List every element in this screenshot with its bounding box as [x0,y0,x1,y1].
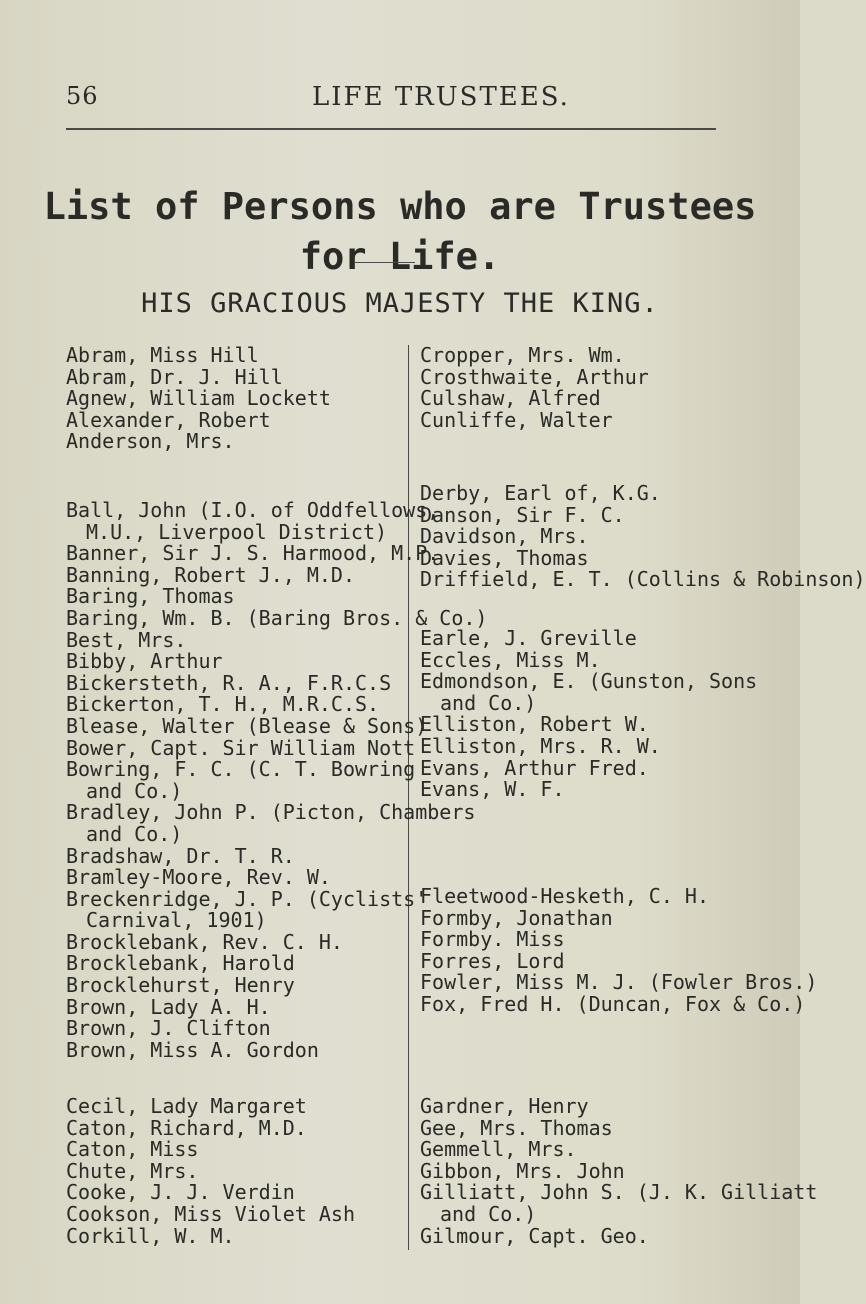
entry: Danson, Sir F. C. [420,502,625,527]
entry: Earle, J. Greville [420,626,637,650]
entry: Brocklebank, Rev. C. H. [66,929,343,954]
entry: Elliston, Mrs. R. W. [420,733,661,758]
entry: Ball, John (I.O. of Oddfellows, [66,498,440,522]
entry: Fleetwood-Hesketh, C. H. [420,884,709,908]
entry: Banning, Robert J., M.D. [66,562,355,587]
entry: and Co.) [86,821,183,846]
entry: Bowring, F. C. (C. T. Bowring [66,757,416,782]
entry: Formby, Jonathan [420,905,613,930]
entry: Bibby, Arthur [66,649,223,674]
entry: Blease, Walter (Blease & Sons) [66,713,428,738]
entry: and Co.) [86,778,183,803]
running-head [66,82,746,122]
entry: Chute, Mrs. [66,1158,199,1183]
entry: Evans, W. F. [420,777,565,802]
entry: Alexander, Robert [66,407,271,432]
entry: M.U., Liverpool District) [86,519,388,544]
entry: Gibbon, Mrs. John [420,1158,625,1183]
entry: Brocklebank, Harold [66,951,295,976]
entry: Brocklehurst, Henry [66,973,295,998]
entry: Cooke, J. J. Verdin [66,1180,295,1205]
entry-group-c [66,1096,355,1247]
entry: Elliston, Robert W. [420,712,649,737]
entry-group-d [420,483,866,591]
entry: Gemmell, Mrs. [420,1137,577,1162]
entry: Davidson, Mrs. [420,524,589,549]
entry: Culshaw, Alfred [420,386,601,411]
entry: Fowler, Miss M. J. (Fowler Bros.) [420,970,818,995]
running-title: LIFE TRUSTEES. [312,82,570,112]
entry: Driffield, E. T. (Collins & Robinson) [420,567,866,592]
entry: Baring, Wm. B. (Baring Bros. & Co.) [66,605,488,630]
entry: Agnew, William Lockett [66,386,331,411]
entry-group-g [420,1096,817,1247]
entry: Forres, Lord [420,948,565,973]
entry: Bower, Capt. Sir William Nott [66,735,416,760]
entry: Brown, J. Clifton [66,1016,271,1041]
entry: Abram, Miss Hill [66,343,259,367]
entry: Bradshaw, Dr. T. R. [66,843,295,868]
entry: Bickersteth, R. A., F.R.C.S [66,670,392,695]
entry: Fox, Fred H. (Duncan, Fox & Co.) [420,991,806,1016]
entry: Bickerton, T. H., M.R.C.S. [66,692,380,717]
entry: Abram, Dr. J. Hill [66,364,283,389]
entry-group-f [420,886,817,1016]
entry: Banner, Sir J. S. Harmood, M.P. [66,541,440,566]
entry: Caton, Miss [66,1137,199,1162]
entry: Breckenridge, J. P. (Cyclists' [66,886,428,911]
entry: Cookson, Miss Violet Ash [66,1201,355,1226]
entry: Derby, Earl of, K.G. [420,481,661,505]
entry-group-a [66,345,331,453]
entry: Gardner, Henry [420,1094,589,1118]
entry-group-c-right [420,345,649,431]
entry: Brown, Miss A. Gordon [66,1037,319,1062]
header-rule [66,128,716,130]
entry: Bradley, John P. (Picton, Chambers [66,800,476,825]
entry: Formby. Miss [420,927,565,952]
entry: Eccles, Miss M. [420,647,601,672]
entry: Crosthwaite, Arthur [420,364,649,389]
entry-group-e [420,628,757,801]
entry: Cunliffe, Walter [420,407,613,432]
entry: Carnival, 1901) [86,908,267,933]
entry: Anderson, Mrs. [66,429,235,454]
subtitle: HIS GRACIOUS MAJESTY THE KING. [141,288,659,319]
entry: Caton, Richard, M.D. [66,1115,307,1140]
entry: Gilliatt, John S. (J. K. Gilliatt [420,1180,818,1205]
entry: Cropper, Mrs. Wm. [420,343,625,367]
entry: and Co.) [440,690,537,715]
entry: Gee, Mrs. Thomas [420,1115,613,1140]
page-number: 56 [66,82,99,110]
entry: Gilmour, Capt. Geo. [420,1223,649,1248]
title-rule [355,262,415,263]
entry: Edmondson, E. (Gunston, Sons [420,669,758,694]
entry: Evans, Arthur Fred. [420,755,649,780]
entry: Brown, Lady A. H. [66,994,271,1019]
page-title [0,182,800,282]
entry: and Co.) [440,1201,537,1226]
title-line-1: List of Persons who are Trustees [43,185,757,228]
entry: Corkill, W. M. [66,1223,235,1248]
entry: Bramley-Moore, Rev. W. [66,865,331,890]
entry: Davies, Thomas [420,545,589,570]
title-line-2: for Life. [299,235,501,278]
entry: Cecil, Lady Margaret [66,1094,307,1118]
entry: Best, Mrs. [66,627,187,652]
entry: Baring, Thomas [66,584,235,609]
